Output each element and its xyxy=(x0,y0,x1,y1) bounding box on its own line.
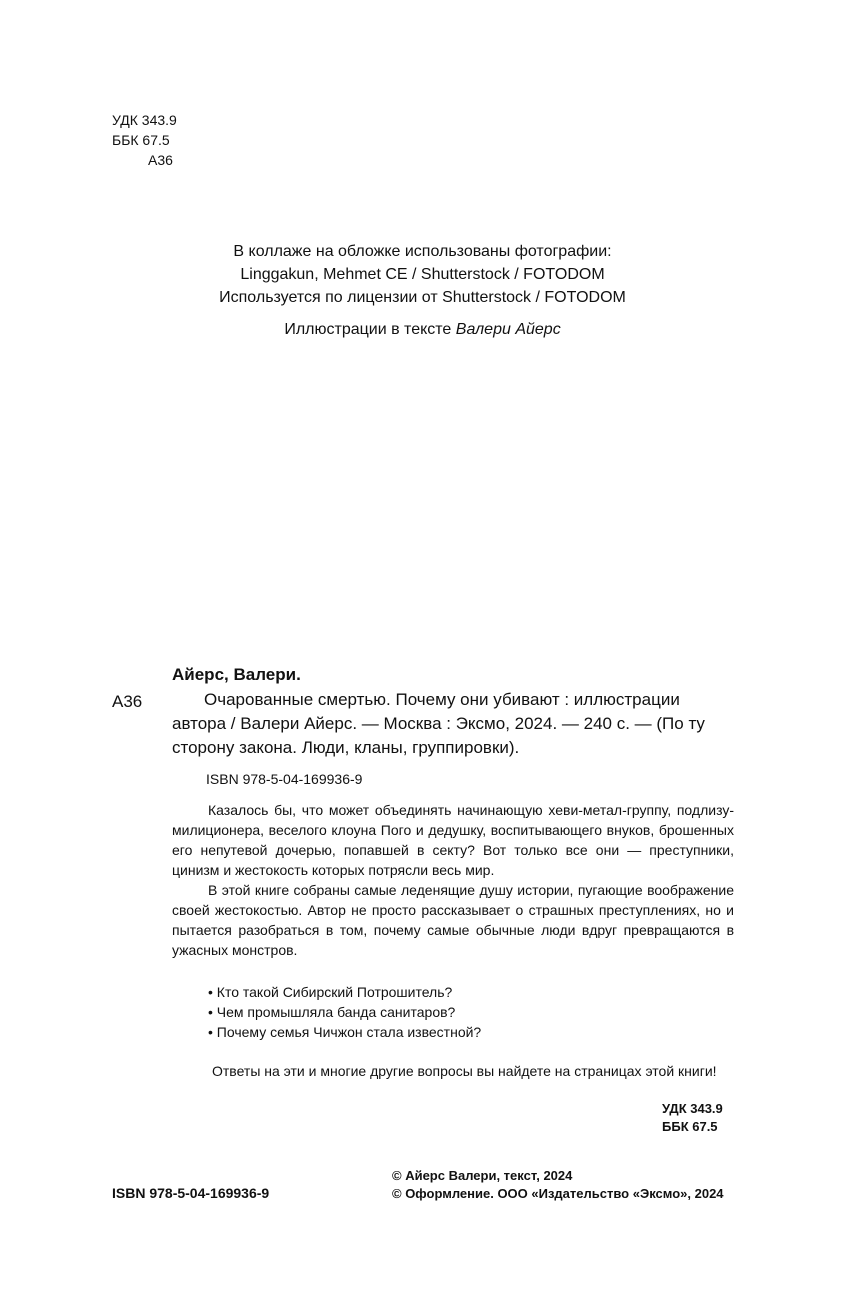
annotation-paragraph-2: В этой книге собраны самые леденящие душу истории, пугающие воображение своей жестокостью. Автор не просто рассказывает о страшных преступлениях, но и пытается разобраться в том, почему самые обычные люди вдруг превращаются в ужасных монстров. xyxy=(172,882,734,958)
record-code: А36 xyxy=(112,692,143,711)
classification-top xyxy=(112,110,177,170)
cover-photo-credits xyxy=(100,240,745,309)
bbk-code-bottom: ББК 67.5 xyxy=(662,1119,718,1134)
annotation-paragraph-1: Казалось бы, что может объединять начинающую хеви-метал-группу, подлизу-милиционера, веселого клоуна Пого и дедушку, воспитывающего внуков, брошенных его непутевой дочерью, попавшей в секту? Вот только все они — преступники, цинизм и жестокость которых потрясли весь мир. xyxy=(172,802,734,878)
credits-line-1: В коллаже на обложке использованы фотографии: xyxy=(233,243,612,260)
copyright-line-2: © Оформление. ООО «Издательство «Эксмо», 2024 xyxy=(392,1186,724,1201)
copyright-block xyxy=(392,1167,724,1203)
list-item: • Кто такой Сибирский Потрошитель? xyxy=(208,984,453,1000)
record-isbn: ISBN 978-5-04-169936-9 xyxy=(206,771,363,787)
isbn-bottom: ISBN 978-5-04-169936-9 xyxy=(112,1185,270,1201)
credits-line-3: Используется по лицензии от Shutterstock / FOTODOM xyxy=(219,289,626,306)
credits-line-2: Linggakun, Mehmet CE / Shutterstock / FOTODOM xyxy=(240,266,605,283)
answers-paragraph: Ответы на эти и многие другие вопросы вы найдете на страницах этой книги! xyxy=(212,1063,717,1079)
question-list xyxy=(208,982,481,1042)
illustrations-prefix: Иллюстрации в тексте xyxy=(284,321,456,338)
classification-bottom xyxy=(662,1100,723,1136)
record-author: Айерс, Валери. xyxy=(172,665,301,684)
annotation xyxy=(172,800,734,960)
record-description: Очарованные смертью. Почему они убивают : иллюстрации автора / Валери Айерс. — Москва : Эксмо, 2024. — 240 с. — (По ту сторону закона. Люди, кланы, группировки). xyxy=(172,690,705,757)
illustrations-credit xyxy=(100,318,745,341)
author-mark-code: А36 xyxy=(148,152,173,168)
udk-code-bottom: УДК 343.9 xyxy=(662,1101,723,1116)
illustrator-name: Валери Айерс xyxy=(455,321,561,338)
list-item: • Чем промышляла банда санитаров? xyxy=(208,1004,456,1020)
udk-code: УДК 343.9 xyxy=(112,112,177,128)
copyright-line-1: © Айерс Валери, текст, 2024 xyxy=(392,1168,573,1183)
list-item: • Почему семья Чичжон стала известной? xyxy=(208,1024,482,1040)
bbk-code: ББК 67.5 xyxy=(112,132,170,148)
